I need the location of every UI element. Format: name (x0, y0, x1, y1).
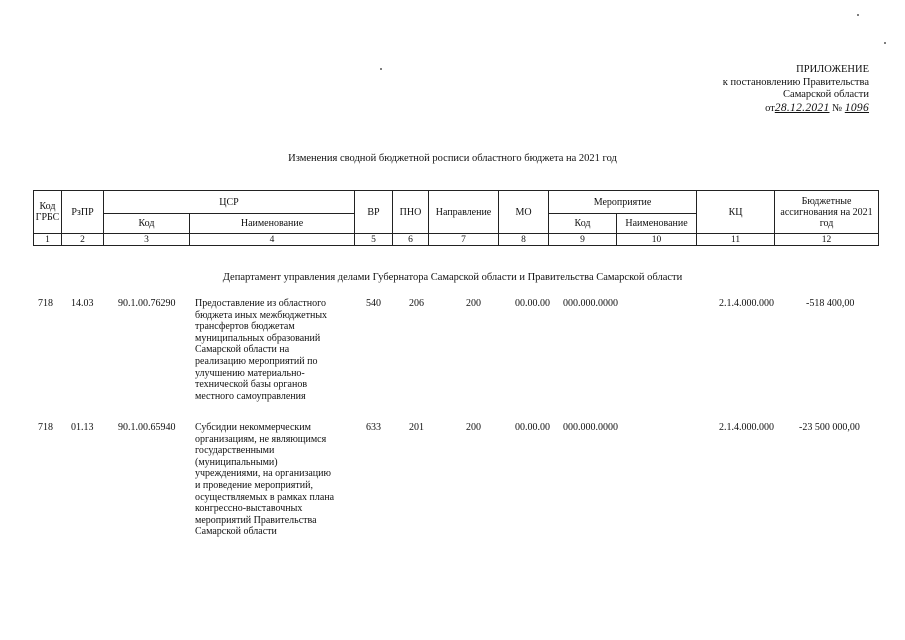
appendix-region: Самарской области (783, 89, 869, 100)
cell-grbs: 718 (38, 422, 53, 433)
column-number: 9 (549, 234, 617, 246)
appendix-date-line (723, 102, 869, 116)
name-line: улучшению материально- (195, 367, 305, 379)
department-heading: Департамент управления делами Губернатора Самарской области и Правительства Самарской области (222, 272, 683, 283)
column-number: 7 (429, 234, 499, 246)
column-number: 12 (775, 234, 879, 246)
name-line: муниципальных образований (195, 332, 321, 344)
header-mer-name: Наименование (617, 214, 697, 234)
name-line: трансфертов бюджетам (195, 321, 295, 333)
handwritten-number: 1096 (844, 101, 869, 114)
header-mer-kod: Код (549, 214, 617, 234)
name-line: мероприятий Правительства (195, 514, 317, 526)
column-number: 3 (104, 234, 190, 246)
column-number: 1 (34, 234, 62, 246)
document-title: Изменения сводной бюджетной росписи областного бюджета на 2021 год (288, 153, 617, 164)
name-line: конгрессно-выставочных (195, 503, 303, 515)
appendix-block (723, 64, 869, 115)
cell-amount: -518 400,00 (806, 298, 855, 309)
column-number: 5 (355, 234, 393, 246)
cell-mer-kod: 000.000.0000 (563, 298, 618, 309)
column-number: 6 (393, 234, 429, 246)
cell-rzpr: 01.13 (71, 422, 94, 433)
name-line: (муниципальными) (195, 456, 278, 468)
name-line: организациям, не являющимся (195, 433, 327, 445)
header-vr: ВР (355, 191, 393, 234)
header-csr-kod: Код (104, 214, 190, 234)
cell-pno: 206 (409, 298, 424, 309)
cell-csr-name (195, 298, 355, 402)
header-kod-grbs: Код ГРБС (34, 191, 62, 234)
header-rzpr: РзПР (62, 191, 104, 234)
name-line: местного самоуправления (195, 390, 306, 402)
name-line: осуществляемых в рамках плана (195, 491, 335, 503)
number-sign: № (832, 102, 843, 114)
column-number: 11 (697, 234, 775, 246)
cell-amount: -23 500 000,00 (799, 422, 860, 433)
cell-pno: 201 (409, 422, 424, 433)
name-line: Самарской области на (195, 344, 290, 356)
scan-speck (857, 14, 859, 16)
column-number: 4 (190, 234, 355, 246)
appendix-resolution: к постановлению Правительства (722, 76, 869, 88)
appendix-from: от (765, 102, 775, 114)
name-line: Самарской области (195, 526, 277, 538)
cell-kc: 2.1.4.000.000 (719, 422, 774, 433)
cell-napravlenie: 200 (466, 298, 481, 309)
header-mo: МО (499, 191, 549, 234)
header-csr-name: Наименование (190, 214, 355, 234)
name-line: Субсидии некоммерческим (195, 422, 311, 433)
name-line: Предоставление из областного (195, 298, 326, 309)
appendix-title: ПРИЛОЖЕНИЕ (796, 64, 869, 75)
column-number: 10 (617, 234, 697, 246)
scan-speck (884, 42, 886, 44)
cell-csr-kod: 90.1.00.65940 (118, 422, 176, 433)
handwritten-date: 28.12.2021 (774, 101, 830, 114)
header-pno: ПНО (393, 191, 429, 234)
scan-speck (380, 68, 382, 70)
name-line: технической базы органов (195, 379, 308, 391)
cell-rzpr: 14.03 (71, 298, 94, 309)
cell-grbs: 718 (38, 298, 53, 309)
cell-csr-kod: 90.1.00.76290 (118, 298, 176, 309)
header-napravlenie: Направление (429, 191, 499, 234)
cell-mer-kod: 000.000.0000 (563, 422, 618, 433)
cell-mo: 00.00.00 (515, 422, 550, 433)
cell-napravlenie: 200 (466, 422, 481, 433)
cell-vr: 633 (366, 422, 381, 433)
header-budget: Бюджетные ассигнования на 2021 год (775, 191, 879, 234)
name-line: реализацию мероприятий по (195, 355, 318, 367)
name-line: и проведение мероприятий, (195, 479, 313, 491)
column-number: 8 (499, 234, 549, 246)
cell-vr: 540 (366, 298, 381, 309)
cell-mo: 00.00.00 (515, 298, 550, 309)
name-line: государственными (195, 445, 275, 457)
name-line: бюджета иных межбюджетных (195, 309, 328, 321)
name-line: учреждениями, на организацию (195, 468, 331, 480)
cell-kc: 2.1.4.000.000 (719, 298, 774, 309)
column-number: 2 (62, 234, 104, 246)
cell-csr-name (195, 422, 355, 538)
header-meropriyatie: Мероприятие (549, 191, 697, 214)
header-csr: ЦСР (104, 191, 355, 214)
header-kc: КЦ (697, 191, 775, 234)
budget-table-header (33, 190, 879, 246)
